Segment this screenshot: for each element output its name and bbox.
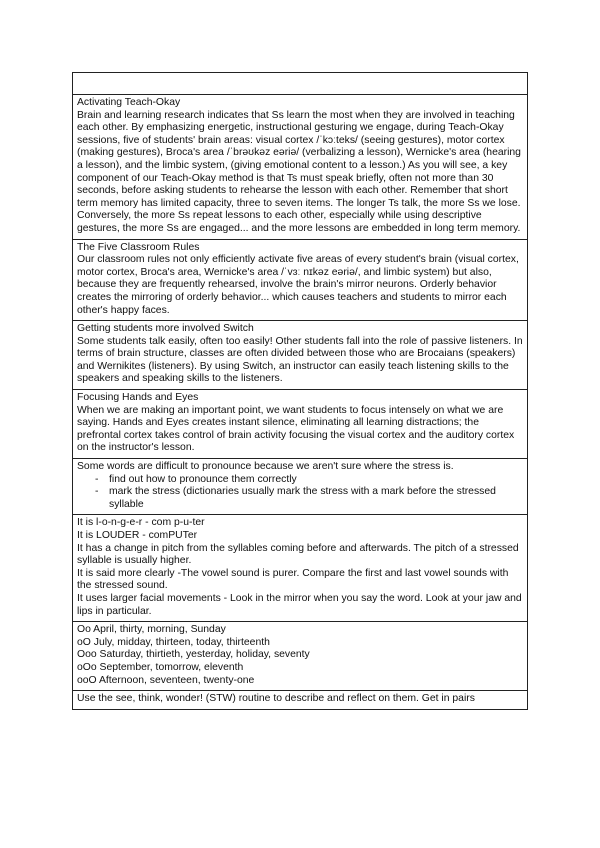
stress-pattern-line: ooO Afternoon, seventeen, twenty-one (77, 674, 255, 686)
section-body: When we are making an important point, we want students to focus intensely on what we are saying. Hands and Eyes creates instant silence, eliminating all learning distractions; the prefrontal cortex takes control of brain activity focusing the visual cortex and the auditory cortex on the instructor's lesson. (77, 404, 515, 454)
section-title: Focusing Hands and Eyes (77, 392, 199, 404)
list-item: - find out how to pronounce them correctly (95, 474, 523, 487)
stress-pattern-line: Oo April, thirty, morning, Sunday (77, 624, 226, 636)
list-item: - mark the stress (dictionaries usually mark the stress with a mark before the stressed syllable (95, 486, 523, 511)
stress-tips-list (77, 474, 523, 512)
section-title: Getting students more involved Switch (77, 323, 254, 335)
stressed-syllable-line: It is l-o-n-g-e-r - com p-u-ter (77, 517, 205, 529)
section-body: Some students talk easily, often too easily! Other students fall into the role of passive listeners. In terms of brain structure, classes are often divided between those who are Brocaians (speakers) and Wernikites (listeners). By using Switch, an instructor can easily teach listening skills to the speakers and speaking skills to the listeners. (77, 335, 523, 385)
stress-pattern-line: Ooo Saturday, thirtieth, yesterday, holiday, seventy (77, 649, 310, 661)
word-stress-section (73, 458, 527, 514)
section-hands-and-eyes (73, 389, 527, 458)
section-body: Brain and learning research indicates that Ss learn the most when they are involved in teaching each other. By emphasizing energetic, instructional gesturing we engage, during Teach-Okay sessions, five of students' brain areas: visual cortex /ˈkɔːteks/ (seeing gestures), motor cortex (making gestures), Broca's area /ˈbrəʊkəz eəriə/ (verbalizing a lesson), Wernicke's area (hearing a lesson), and the limbic system, (giving emotional content to a lesson.) As you will see, a key component of our Teach-Okay method is that Ts must speak briefly, often not more than 30 seconds, before asking students to rehearse the lesson with each other. Remember that short term memory has limited capacity, three to seven items. The longer Ts talk, the more Ss we lose. Conversely, the more Ss repeat lessons to each other, especially while using descriptive gestures, the more Ss are engaged... and the more lessons are embedded in long term memory. (77, 109, 521, 234)
section-switch (73, 320, 527, 389)
stress-pattern-line: oO July, midday, thirteen, today, thirteenth (77, 636, 270, 648)
stressed-syllable-line: It has a change in pitch from the syllables coming before and afterwards. The pitch of a stressed syllable is usually higher. (77, 542, 519, 567)
stressed-syllable-section (73, 514, 527, 621)
section-body: Our classroom rules not only efficiently activate five areas of every student's brain (visual cortex, motor cortex, Broca's area, Wernicke's area /ˈvɜː nɪkəz eəriə/, and limbic system) but also, because they are frequently rehearsed, involve the brain's mirror neurons. Orderly behavior creates the mirroring of orderly behavior... which causes teachers and students to mirror each other's happy faces. (77, 254, 519, 316)
stressed-syllable-line: It uses larger facial movements - Look in the mirror when you say the word. Look at your jaw and lips in particular. (77, 592, 522, 617)
routine-text: Use the see, think, wonder! (STW) routine to describe and reflect on them. Get in pairs (77, 693, 475, 705)
stressed-syllable-line: It is said more clearly -The vowel sound is purer. Compare the first and last vowel sounds with the stressed sound. (77, 567, 509, 592)
stress-intro: Some words are difficult to pronounce because we aren't sure where the stress is. (77, 461, 454, 473)
empty-top-row (73, 73, 527, 94)
stress-patterns-section (73, 621, 527, 690)
stressed-syllable-line: It is LOUDER - comPUTer (77, 530, 198, 541)
worksheet-table (72, 72, 528, 710)
stress-pattern-line: oOo September, tomorrow, eleventh (77, 661, 244, 673)
section-activating-teach-okay (73, 94, 527, 239)
section-five-classroom-rules (73, 239, 527, 321)
routine-section (73, 690, 527, 709)
section-title: Activating Teach-Okay (77, 97, 181, 108)
section-title: The Five Classroom Rules (77, 241, 200, 253)
